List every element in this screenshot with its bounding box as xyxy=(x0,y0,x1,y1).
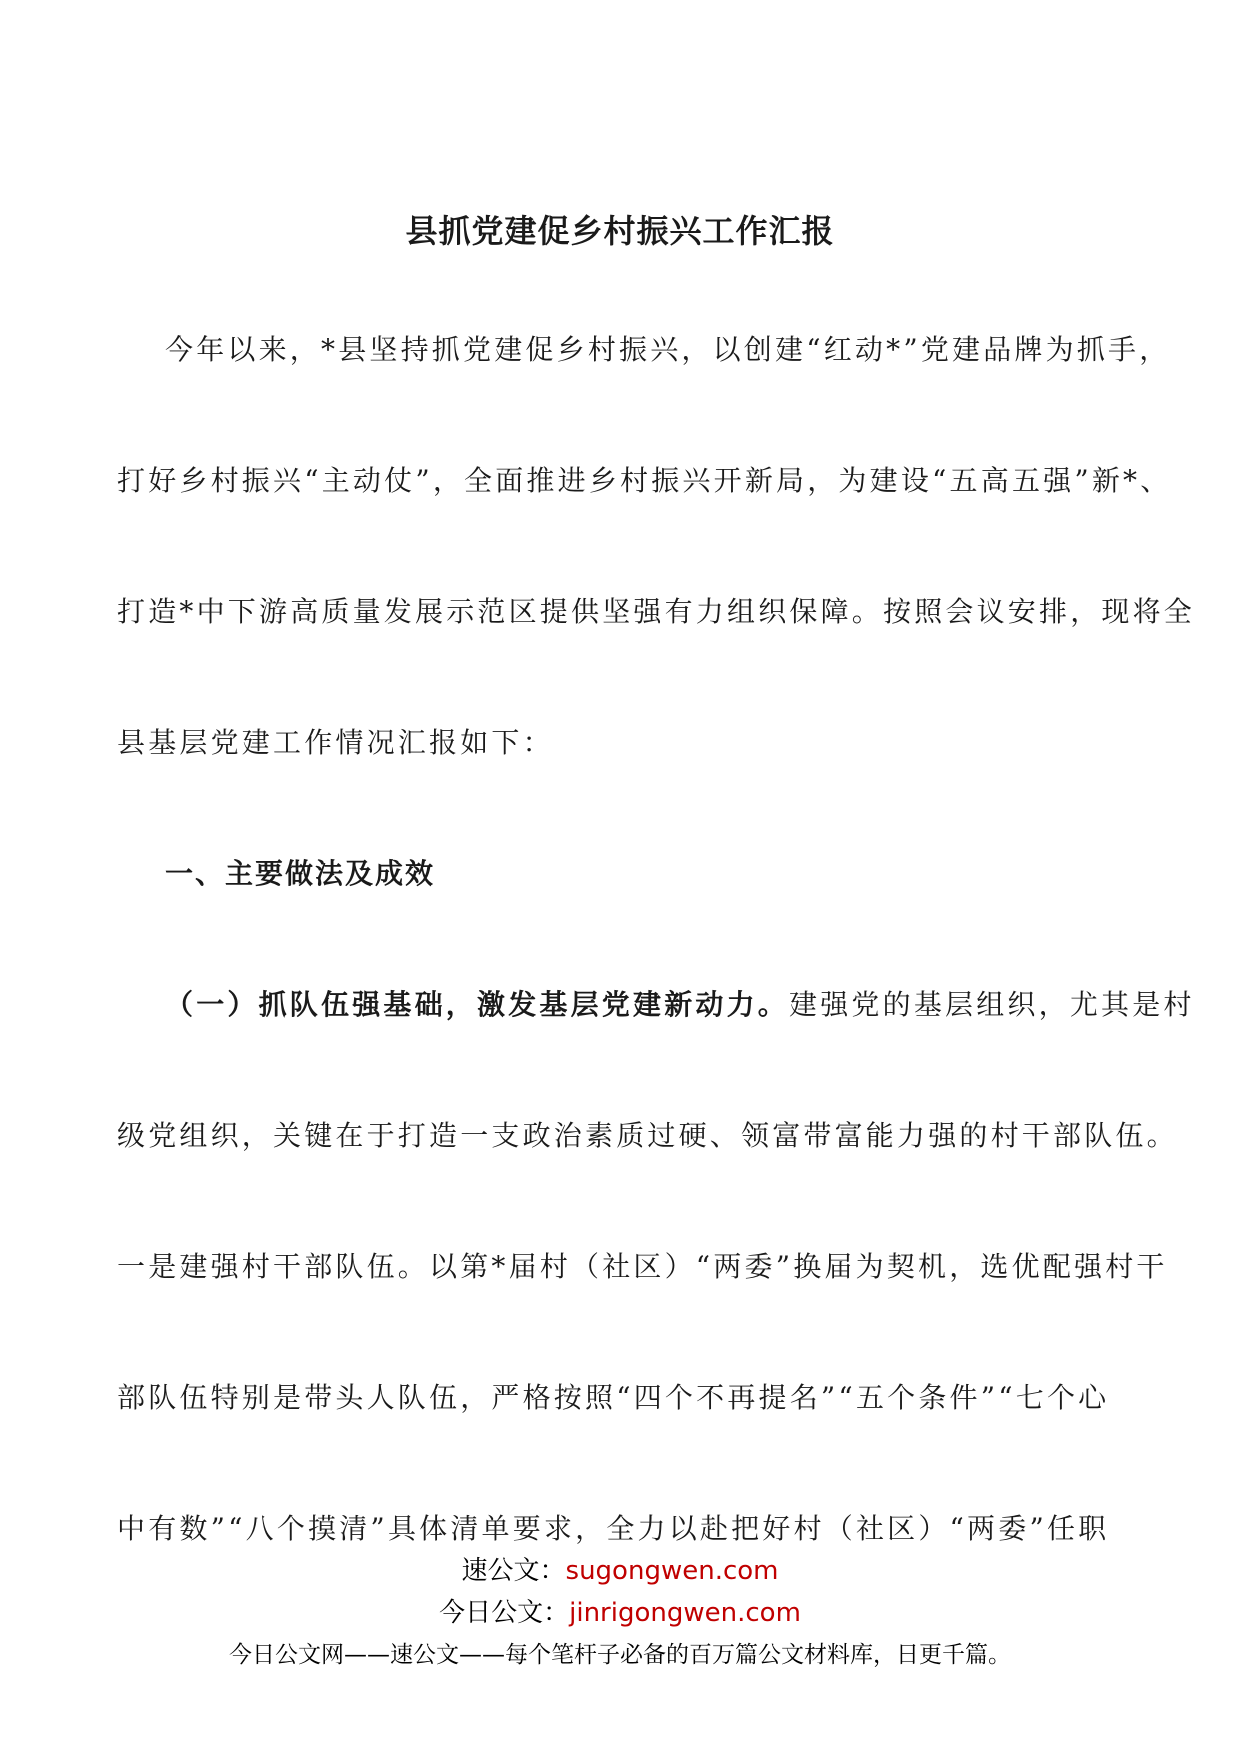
footer-link-sugongwen[interactable]: sugongwen.com xyxy=(565,1556,779,1586)
subsection-bold-lead: （一）抓队伍强基础，激发基层党建新动力。 xyxy=(165,988,790,1021)
paragraph-line-3: 打造*中下游高质量发展示范区提供坚强有力组织保障。按照会议安排，现将全 xyxy=(117,595,1196,628)
paragraph-line-5: 级党组织，关键在于打造一支政治素质过硬、领富带富能力强的村干部队伍。 xyxy=(117,1119,1178,1152)
paragraph-line-6: 一是建强村干部队伍。以第*届村（社区）“两委”换届为契机，选优配强村干 xyxy=(117,1250,1168,1283)
footer-slogan: 今日公文网——速公文——每个笔杆子必备的百万篇公文材料库，日更千篇。 xyxy=(229,1642,1011,1668)
paragraph-line-4: 县基层党建工作情况汇报如下： xyxy=(117,726,554,759)
paragraph-line-8: 中有数”“八个摸清”具体清单要求，全力以赴把好村（社区）“两委”任职 xyxy=(117,1512,1110,1545)
section-heading: 一、主要做法及成效 xyxy=(165,857,436,890)
footer-label-1: 速公文： xyxy=(461,1556,566,1586)
footer-link-jinrigongwen[interactable]: jinrigongwen.com xyxy=(569,1598,801,1628)
paragraph-line-2: 打好乡村振兴“主动仗”，全面推进乡村振兴开新局，为建设“五高五强”新*、 xyxy=(117,464,1172,497)
document-title: 县抓党建促乡村振兴工作汇报 xyxy=(405,212,835,250)
footer-line-2 xyxy=(0,1592,1240,1629)
subsection-line xyxy=(165,985,1195,1025)
footer-line-1 xyxy=(0,1550,1240,1587)
paragraph-line-7: 部队伍特别是带头人队伍，严格按照“四个不再提名”“五个条件”“七个心 xyxy=(117,1381,1110,1414)
subsection-rest: 建强党的基层组织，尤其是村 xyxy=(789,988,1195,1021)
footer-label-2: 今日公文： xyxy=(439,1598,570,1628)
paragraph-line-1: 今年以来，*县坚持抓党建促乡村振兴，以创建“红动*”党建品牌为抓手， xyxy=(165,333,1171,366)
